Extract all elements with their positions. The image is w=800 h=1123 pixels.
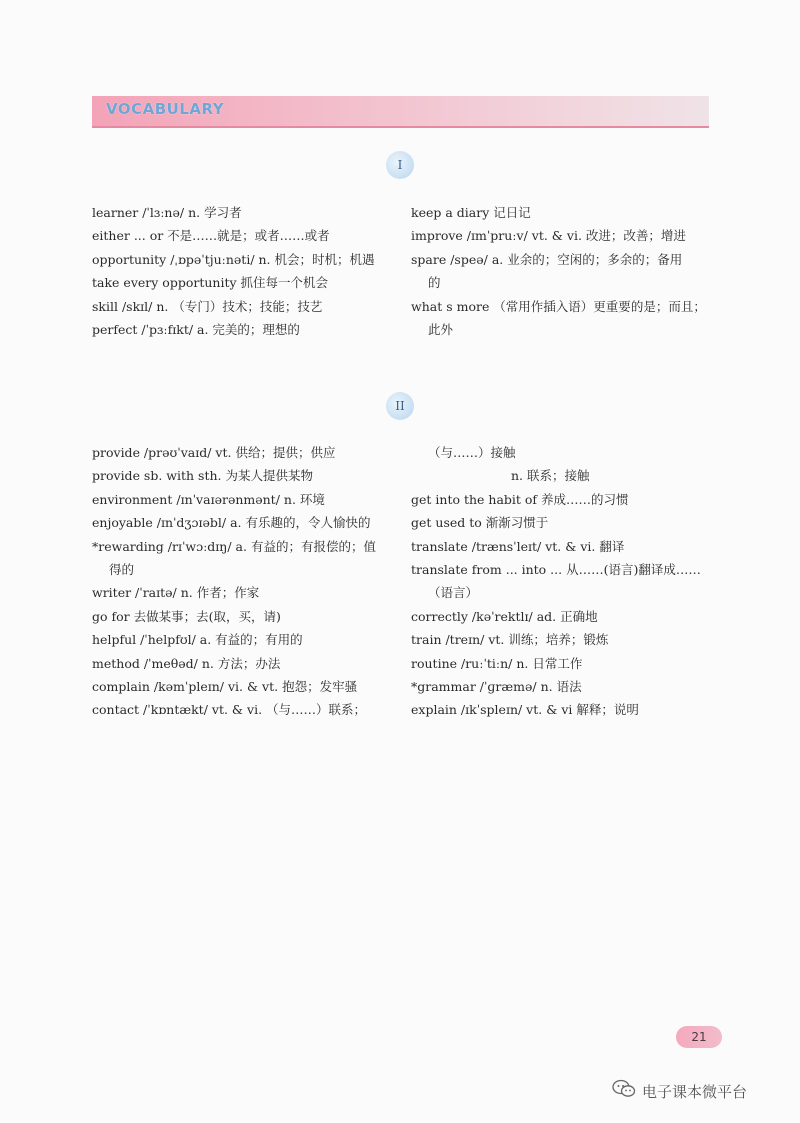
section-1-right-column — [411, 201, 711, 341]
vocab-entry: train /treɪn/ vt. 训练；培养；锻炼 — [411, 632, 609, 648]
vocab-entry-continuation: 的 — [428, 275, 441, 291]
vocab-entry-continuation: （语言） — [428, 585, 479, 601]
vocab-entry-continuation: 得的 — [109, 562, 135, 578]
vocab-entry: provide /prəʊˈvaɪd/ vt. 供给；提供；供应 — [92, 445, 336, 460]
section-label: I — [397, 158, 403, 172]
page-number: 21 — [691, 1030, 707, 1044]
section-label: II — [395, 399, 405, 413]
vocab-entry: learner /ˈlɜːnə/ n. 学习者 — [92, 205, 242, 220]
vocab-entry: translate from ... into ... 从……(语言)翻译成…… — [411, 562, 701, 578]
vocab-entry: complain /kəmˈpleɪn/ vi. & vt. 抱怨；发牢骚 — [92, 679, 358, 695]
vocab-entry: either ... or 不是……就是；或者……或者 — [92, 228, 330, 244]
vocab-entry: correctly /kəˈrektlɪ/ ad. 正确地 — [411, 608, 598, 624]
vocab-entry: provide sb. with sth. 为某人提供某物 — [92, 468, 313, 484]
vocab-entry: improve /ɪmˈpruːv/ vt. & vi. 改进；改善；增进 — [411, 228, 686, 244]
vocab-entry: method /ˈmeθəd/ n. 方法；办法 — [92, 655, 281, 671]
vocab-entry: enjoyable /ɪnˈdʒɔɪəbl/ a. 有乐趣的，令人愉快的 — [92, 515, 371, 531]
vocab-entry: explain /ɪkˈspleɪn/ vt. & vi 解释；说明 — [411, 702, 639, 718]
banner-title: VOCABULARY — [106, 100, 225, 118]
watermark — [612, 1079, 747, 1103]
vocabulary-banner — [92, 96, 709, 128]
vocab-entry-continuation: 此外 — [428, 322, 454, 338]
section-2-left-column — [92, 441, 392, 722]
vocab-entry: *grammar /ˈɡræmə/ n. 语法 — [411, 679, 582, 695]
page-number-tab — [676, 1026, 722, 1048]
vocab-entry: translate /trænsˈleɪt/ vt. & vi. 翻译 — [411, 538, 625, 554]
vocab-entry: spare /speə/ a. 业余的；空闲的；多余的；备用 — [411, 251, 683, 267]
vocab-entry: take every opportunity 抓住每一个机会 — [92, 275, 328, 291]
vocab-entry: get used to 渐渐习惯于 — [411, 515, 549, 531]
vocab-entry: helpful /ˈhelpfʊl/ a. 有益的；有用的 — [92, 632, 303, 648]
wechat-bubble-icon — [612, 1079, 636, 1103]
watermark-text: 电子课本微平台 — [642, 1082, 748, 1101]
vocab-entry: what s more （常用作插入语）更重要的是；而且； — [411, 298, 706, 314]
vocab-entry: writer /ˈraɪtə/ n. 作者；作家 — [92, 585, 260, 601]
section-badge-2 — [386, 392, 414, 420]
section-badge-1 — [386, 151, 414, 179]
section-2-right-column — [411, 441, 711, 722]
vocab-entry: opportunity /ˌɒpəˈtjuːnəti/ n. 机会；时机；机遇 — [92, 251, 375, 267]
vocab-entry: perfect /ˈpɜːfɪkt/ a. 完美的；理想的 — [92, 322, 300, 338]
vocab-entry: *rewarding /rɪˈwɔːdɪŋ/ a. 有益的；有报偿的；值 — [92, 538, 376, 554]
section-1-left-column — [92, 201, 392, 341]
vocab-entry: go for 去做某事；去(取，买，请) — [92, 608, 281, 624]
vocab-entry: contact /ˈkɒntækt/ vt. & vi. （与……）联系； — [92, 702, 367, 718]
vocab-entry: get into the habit of 养成……的习惯 — [411, 491, 629, 507]
vocab-entry: routine /ruːˈtiːn/ n. 日常工作 — [411, 655, 583, 671]
vocab-entry: environment /ɪnˈvaɪərənmənt/ n. 环境 — [92, 491, 325, 507]
vocab-entry: keep a diary 记日记 — [411, 205, 531, 220]
vocab-entry: skill /skɪl/ n. （专门）技术；技能；技艺 — [92, 298, 323, 314]
vocab-entry-continuation: n. 联系；接触 — [511, 468, 590, 484]
vocab-entry-continuation: （与……）接触 — [428, 445, 516, 460]
